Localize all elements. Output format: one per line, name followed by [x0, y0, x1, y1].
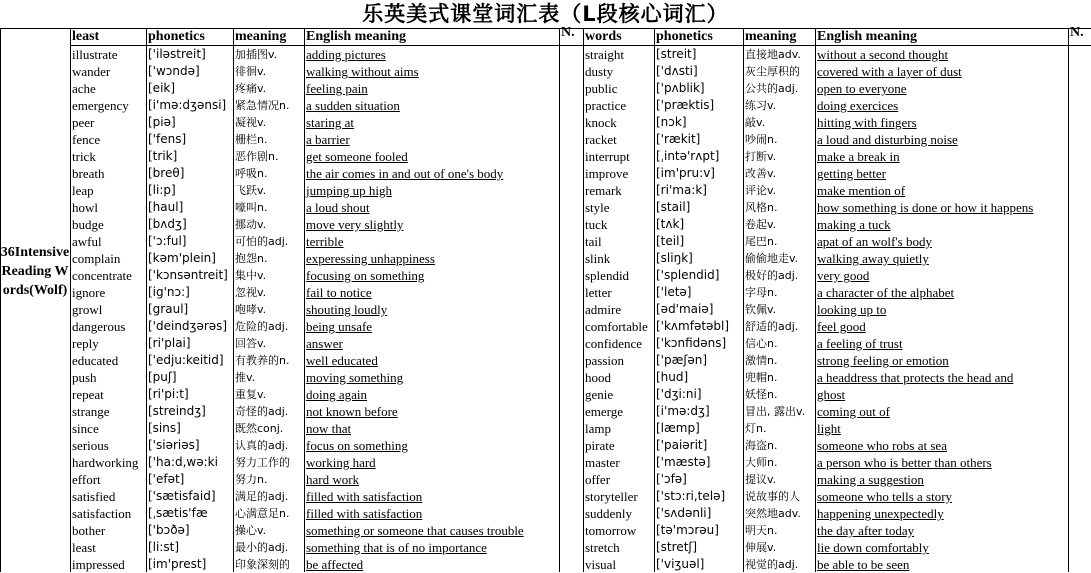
- cell-phonetics: [li:p]: [148, 183, 176, 197]
- cell-english-meaning: filled with satisfaction: [306, 506, 423, 521]
- cell-english-meaning: something or someone that causes trouble: [306, 523, 524, 538]
- cell-phonetics: ['dʌsti]: [656, 64, 698, 78]
- cell-phonetics: ['siəriəs]: [148, 438, 200, 452]
- cell-english-meaning: working hard: [306, 455, 376, 470]
- table-row: [70, 539, 1091, 556]
- cell-english-meaning: staring at: [306, 115, 355, 130]
- cell-word: slink: [585, 251, 611, 266]
- cell-english-meaning: a feeling of trust: [817, 336, 903, 351]
- cell-word: hardworking: [72, 455, 139, 470]
- header-meaning: meaning: [235, 29, 287, 44]
- cell-word: satisfied: [72, 489, 116, 504]
- cell-phonetics: ['wɔndə]: [148, 64, 200, 78]
- cell-english-meaning: without a second thought: [817, 47, 949, 62]
- cell-word: push: [72, 370, 97, 385]
- cell-word: splendid: [585, 268, 630, 283]
- cell-english-meaning: be able to be seen: [817, 557, 910, 572]
- cell-meaning: 重复v.: [235, 388, 267, 401]
- cell-english-meaning: covered with a layer of dust: [817, 64, 962, 79]
- cell-meaning: 有教养的n.: [235, 354, 290, 367]
- table-row: [70, 369, 1091, 386]
- cell-phonetics: [piə]: [148, 115, 176, 129]
- cell-meaning: 咆哮v.: [235, 303, 267, 316]
- cell-word: awful: [72, 234, 102, 249]
- cell-word: straight: [585, 47, 624, 62]
- cell-phonetics: ['kɔnfidəns]: [656, 336, 727, 350]
- cell-english-meaning: focusing on something: [306, 268, 425, 283]
- cell-english-meaning: jumping up high: [306, 183, 392, 198]
- cell-word: genie: [585, 387, 614, 402]
- cell-phonetics: ['ɔfə]: [656, 472, 687, 486]
- cell-meaning: 偷偷地走v.: [745, 252, 799, 265]
- cell-phonetics: [ri'plai]: [148, 336, 191, 350]
- cell-english-meaning: now that: [306, 421, 352, 436]
- cell-meaning: 练习v.: [745, 99, 777, 112]
- cell-phonetics: [læmp]: [656, 421, 700, 435]
- cell-meaning: 直接地adv.: [745, 48, 801, 61]
- cell-phonetics: [sliŋk]: [656, 251, 693, 265]
- cell-meaning: 伸展v.: [745, 541, 777, 554]
- cell-phonetics: ['stɔ:ri,telə]: [656, 489, 726, 503]
- cell-word: tail: [585, 234, 602, 249]
- cell-meaning: 既然conj.: [235, 422, 284, 435]
- table-row: [70, 267, 1091, 284]
- cell-phonetics: [trik]: [148, 149, 178, 163]
- cell-meaning: 兜帽n.: [745, 371, 778, 384]
- cell-word: dusty: [585, 64, 614, 79]
- cell-phonetics: [i'mə:dʒənsi]: [148, 98, 227, 112]
- cell-word: interrupt: [585, 149, 630, 164]
- cell-meaning: 冒出, 露出v.: [745, 405, 806, 418]
- cell-english-meaning: hitting with fingers: [817, 115, 917, 130]
- cell-meaning: 挪动v.: [235, 218, 267, 231]
- cell-phonetics: [nɔk]: [656, 115, 687, 129]
- cell-english-meaning: a loud shout: [306, 200, 370, 215]
- cell-word: visual: [585, 557, 617, 572]
- cell-word: master: [585, 455, 620, 470]
- cell-phonetics: [graul]: [148, 302, 189, 316]
- cell-phonetics: [bʌdʒ]: [148, 217, 187, 231]
- cell-phonetics: [teil]: [656, 234, 685, 248]
- cell-english-meaning: apat of an wolf's body: [817, 234, 932, 249]
- cell-meaning: 大师n.: [745, 456, 778, 469]
- cell-phonetics: ['mæstə]: [656, 455, 711, 469]
- cell-word: stretch: [585, 540, 620, 555]
- cell-english-meaning: coming out of: [817, 404, 890, 419]
- cell-meaning: 海盗n.: [745, 439, 778, 452]
- cell-word: public: [585, 81, 618, 96]
- table-row: [70, 335, 1091, 352]
- table-row: [70, 556, 1091, 573]
- cell-meaning: 视觉的adj.: [745, 558, 799, 571]
- page-title: 乐英美式课堂词汇表（L段核心词汇）: [362, 2, 729, 26]
- cell-english-meaning: doing exercices: [817, 98, 899, 113]
- cell-meaning: 满足的adj.: [235, 490, 289, 503]
- cell-meaning: 卷起v.: [745, 218, 777, 231]
- cell-phonetics: ['ha:d,wə:ki: [148, 455, 218, 469]
- cell-word: letter: [585, 285, 612, 300]
- cell-meaning: 尾巴n.: [745, 235, 778, 248]
- cell-word: style: [585, 200, 610, 215]
- table-row: [70, 284, 1091, 301]
- cell-word: pirate: [585, 438, 615, 453]
- cell-meaning: 忽视v.: [235, 286, 267, 299]
- cell-english-meaning: get someone fooled: [306, 149, 408, 164]
- cell-word: reply: [72, 336, 99, 351]
- cell-word: serious: [72, 438, 109, 453]
- cell-english-meaning: how something is done or how it happens: [817, 200, 1034, 215]
- cell-meaning: 栅栏n.: [235, 133, 268, 146]
- cell-phonetics: [eik]: [148, 81, 176, 95]
- cell-meaning: 敲v.: [745, 116, 766, 129]
- cell-phonetics: [kəm'plein]: [148, 251, 216, 265]
- table-row: [70, 420, 1091, 437]
- cell-word: tomorrow: [585, 523, 637, 538]
- table-row: [70, 233, 1091, 250]
- cell-word: growl: [72, 302, 103, 317]
- cell-meaning: 明天n.: [745, 524, 778, 537]
- cell-meaning: 突然地adv.: [745, 507, 801, 520]
- cell-phonetics: ['rækit]: [656, 132, 701, 146]
- cell-english-meaning: ghost: [817, 387, 846, 402]
- cell-word: knock: [585, 115, 617, 130]
- cell-phonetics: ['præktis]: [656, 98, 715, 112]
- cell-english-meaning: doing again: [306, 387, 368, 402]
- table-row: [70, 182, 1091, 199]
- cell-word: since: [72, 421, 99, 436]
- cell-english-meaning: a person who is better than others: [817, 455, 992, 470]
- cell-phonetics: [i'mə:dʒ]: [656, 404, 710, 418]
- cell-meaning: 说故事的人: [745, 490, 800, 503]
- cell-english-meaning: fail to notice: [306, 285, 372, 300]
- cell-word: admire: [585, 302, 622, 317]
- table-row: [70, 131, 1091, 148]
- cell-word: suddenly: [585, 506, 632, 521]
- cell-meaning: 呼吸n.: [235, 167, 268, 180]
- cell-phonetics: ['splendid]: [656, 268, 720, 282]
- cell-phonetics: [stail]: [656, 200, 691, 214]
- cell-phonetics: ['deindʒərəs]: [148, 319, 228, 333]
- cell-english-meaning: the air comes in and out of one's body: [306, 166, 504, 181]
- cell-english-meaning: hard work: [306, 472, 360, 487]
- cell-word: impressed: [72, 557, 125, 572]
- cell-phonetics: [ˌintə'rʌpt]: [656, 149, 720, 163]
- cell-english-meaning: someone who tells a story: [817, 489, 953, 504]
- cell-english-meaning: light: [817, 421, 841, 436]
- cell-meaning: 舒适的adj.: [745, 320, 799, 333]
- cell-phonetics: [puʃ]: [148, 370, 177, 384]
- cell-word: improve: [585, 166, 629, 181]
- cell-phonetics: ['pæʃən]: [656, 353, 708, 367]
- table-row: [70, 505, 1091, 522]
- cell-word: illustrate: [72, 47, 118, 62]
- cell-phonetics: [sins]: [148, 421, 181, 435]
- cell-phonetics: [im'pru:v]: [656, 166, 715, 180]
- cell-phonetics: ['efət]: [148, 472, 185, 486]
- cell-word: effort: [72, 472, 101, 487]
- cell-english-meaning: a loud and disturbing noise: [817, 132, 958, 147]
- cell-english-meaning: terrible: [306, 234, 344, 249]
- cell-phonetics: [ig'nɔ:]: [148, 285, 190, 299]
- cell-word: strange: [72, 404, 110, 419]
- cell-word: ignore: [72, 285, 106, 300]
- cell-word: racket: [585, 132, 617, 147]
- cell-word: breath: [72, 166, 105, 181]
- cell-english-meaning: looking up to: [817, 302, 887, 317]
- cell-english-meaning: feel good: [817, 319, 866, 334]
- cell-meaning: 印象深刻的: [235, 558, 290, 571]
- cell-meaning: 钦佩v.: [745, 303, 777, 316]
- cell-meaning: 集中v.: [235, 269, 267, 282]
- cell-phonetics: ['sætisfaid]: [148, 489, 216, 503]
- header-phonetics: phonetics: [148, 29, 205, 44]
- cell-meaning: 推v.: [235, 371, 256, 384]
- cell-meaning: 心满意足n.: [235, 507, 290, 520]
- cell-word: repeat: [72, 387, 104, 402]
- table-row: [70, 471, 1091, 488]
- table-row: [70, 199, 1091, 216]
- cell-english-meaning: feeling pain: [306, 81, 368, 96]
- cell-english-meaning: happening unexpectedly: [817, 506, 944, 521]
- table-row: [70, 301, 1091, 318]
- cell-word: confidence: [585, 336, 643, 351]
- table-row: [70, 454, 1091, 471]
- cell-meaning: 公共的adj.: [745, 82, 799, 95]
- cell-english-meaning: strong feeling or emotion: [817, 353, 949, 368]
- cell-english-meaning: walking away quietly: [817, 251, 929, 266]
- cell-phonetics: ['bɔðə]: [148, 523, 190, 537]
- cell-english-meaning: focus on something: [306, 438, 408, 453]
- cell-phonetics: ['kɔnsəntreit]: [148, 268, 228, 282]
- table-header: [70, 28, 1091, 45]
- cell-meaning: 努力工作的: [235, 456, 290, 469]
- cell-word: passion: [585, 353, 624, 368]
- cell-meaning: 飞跃v.: [235, 184, 267, 197]
- cell-meaning: 提议v.: [745, 473, 777, 486]
- cell-english-meaning: a character of the alphabet: [817, 285, 955, 300]
- cell-meaning: 操心v.: [235, 524, 267, 537]
- cell-english-meaning: not known before: [306, 404, 398, 419]
- cell-word: bother: [72, 523, 106, 538]
- cell-english-meaning: well educated: [306, 353, 378, 368]
- cell-meaning: 灰尘厚积的: [745, 65, 800, 78]
- cell-english-meaning: adding pictures: [306, 47, 386, 62]
- cell-meaning: 紧急情况n.: [235, 99, 290, 112]
- table-row: [70, 216, 1091, 233]
- cell-word: educated: [72, 353, 119, 368]
- cell-phonetics: ['sʌdənli]: [656, 506, 712, 520]
- cell-phonetics: ['kʌmfətəbl]: [656, 319, 730, 333]
- cell-phonetics: ['fens]: [148, 132, 187, 146]
- header-number: N.: [1070, 27, 1084, 40]
- cell-meaning: 回答v.: [235, 337, 267, 350]
- cell-english-meaning: something that is of no importance: [306, 540, 487, 555]
- table-row: [70, 63, 1091, 80]
- table-row: [70, 437, 1091, 454]
- cell-meaning: 吵闹n.: [745, 133, 778, 146]
- cell-word: leap: [72, 183, 94, 198]
- cell-english-meaning: be affected: [306, 557, 364, 572]
- header-word: words: [585, 29, 622, 44]
- cell-english-meaning: lie down comfortably: [817, 540, 929, 555]
- header-meaning: meaning: [745, 29, 797, 44]
- cell-phonetics: [haul]: [148, 200, 184, 214]
- table-row: [70, 522, 1091, 539]
- cell-english-meaning: answer: [306, 336, 343, 351]
- cell-meaning: 疼痛v.: [235, 82, 267, 95]
- grid-line: [0, 28, 1, 572]
- cell-phonetics: [streindʒ]: [148, 404, 206, 418]
- table-row: [70, 488, 1091, 505]
- header-number: N.: [561, 27, 575, 40]
- cell-word: offer: [585, 472, 611, 487]
- cell-meaning: 最小的adj.: [235, 541, 289, 554]
- cell-meaning: 妖怪n.: [745, 388, 778, 401]
- cell-word: lamp: [585, 421, 611, 436]
- cell-meaning: 改善v.: [745, 167, 777, 180]
- cell-word: ache: [72, 81, 96, 96]
- cell-word: trick: [72, 149, 96, 164]
- cell-meaning: 认真的adj.: [235, 439, 289, 452]
- cell-english-meaning: moving something: [306, 370, 404, 385]
- cell-phonetics: ['pʌblik]: [656, 81, 705, 95]
- table-row: [70, 318, 1091, 335]
- cell-meaning: 奇怪的adj.: [235, 405, 289, 418]
- cell-meaning: 加插图v.: [235, 48, 278, 61]
- cell-word: tuck: [585, 217, 608, 232]
- cell-english-meaning: shouting loudly: [306, 302, 388, 317]
- cell-english-meaning: make a break in: [817, 149, 900, 164]
- table-row: [70, 46, 1091, 63]
- cell-meaning: 打断v.: [745, 150, 777, 163]
- cell-word: fence: [72, 132, 101, 147]
- cell-phonetics: ['paiərit]: [656, 438, 708, 452]
- cell-word: concentrate: [72, 268, 132, 283]
- cell-word: dangerous: [72, 319, 126, 334]
- cell-meaning: 评论v.: [745, 184, 777, 197]
- cell-word: satisfaction: [72, 506, 132, 521]
- table-row: [70, 148, 1091, 165]
- cell-phonetics: [ri'pi:t]: [148, 387, 189, 401]
- cell-english-meaning: open to everyone: [817, 81, 907, 96]
- cell-phonetics: [ri'ma:k]: [656, 183, 707, 197]
- cell-english-meaning: experessing unhappiness: [306, 251, 435, 266]
- header-phonetics: phonetics: [656, 29, 713, 44]
- cell-english-meaning: the day after today: [817, 523, 915, 538]
- cell-phonetics: [breθ]: [148, 166, 185, 180]
- cell-english-meaning: making a tuck: [817, 217, 891, 232]
- cell-word: emerge: [585, 404, 624, 419]
- cell-english-meaning: a sudden situation: [306, 98, 400, 113]
- cell-meaning: 激情n.: [745, 354, 778, 367]
- cell-phonetics: ['dʒi:ni]: [656, 387, 702, 401]
- cell-phonetics: [əd'maiə]: [656, 302, 714, 316]
- cell-word: howl: [72, 200, 98, 215]
- cell-phonetics: [tʌk]: [656, 217, 685, 231]
- cell-english-meaning: walking without aims: [306, 64, 419, 79]
- cell-phonetics: [hud]: [656, 370, 689, 384]
- table-row: [70, 165, 1091, 182]
- header-english-meaning: English meaning: [306, 29, 406, 44]
- cell-word: emergency: [72, 98, 129, 113]
- cell-english-meaning: being unsafe: [306, 319, 373, 334]
- table-row: [70, 386, 1091, 403]
- cell-english-meaning: a headdress that protects the head and: [817, 370, 1014, 385]
- cell-phonetics: [stretʃ]: [656, 540, 698, 554]
- cell-meaning: 努力n.: [235, 473, 268, 486]
- cell-phonetics: [streit]: [656, 47, 697, 61]
- table-row: [70, 80, 1091, 97]
- cell-word: hood: [585, 370, 611, 385]
- cell-word: peer: [72, 115, 95, 130]
- cell-word: wander: [72, 64, 111, 79]
- cell-word: remark: [585, 183, 622, 198]
- cell-english-meaning: making a suggestion: [817, 472, 924, 487]
- cell-phonetics: ['viʒuəl]: [656, 557, 705, 571]
- cell-word: complain: [72, 251, 121, 266]
- cell-meaning: 可怕的adj.: [235, 235, 289, 248]
- header-word: least: [72, 29, 100, 44]
- cell-english-meaning: move very slightly: [306, 217, 404, 232]
- cell-meaning: 嚎叫n.: [235, 201, 268, 214]
- cell-meaning: 徘徊v.: [235, 65, 267, 78]
- table-row: [70, 352, 1091, 369]
- cell-english-meaning: getting better: [817, 166, 886, 181]
- section-label: 36Intensive Reading Words(Wolf): [0, 245, 70, 298]
- cell-meaning: 凝视v.: [235, 116, 267, 129]
- cell-phonetics: ['iləstreit]: [148, 47, 206, 61]
- cell-meaning: 危险的adj.: [235, 320, 289, 333]
- cell-meaning: 字母n.: [745, 286, 778, 299]
- table-row: [70, 403, 1091, 420]
- cell-meaning: 灯n.: [745, 422, 767, 435]
- cell-english-meaning: someone who robs at sea: [817, 438, 947, 453]
- cell-phonetics: [li:st]: [148, 540, 180, 554]
- cell-phonetics: [im'prest]: [148, 557, 207, 571]
- header-english-meaning: English meaning: [817, 29, 917, 44]
- cell-word: storyteller: [585, 489, 638, 504]
- cell-english-meaning: very good: [817, 268, 870, 283]
- cell-phonetics: ['edju:keitid]: [148, 353, 224, 367]
- cell-meaning: 恶作剧n.: [235, 150, 279, 163]
- cell-phonetics: ['ɔ:ful]: [148, 234, 187, 248]
- cell-meaning: 抱怨n.: [235, 252, 268, 265]
- cell-english-meaning: filled with satisfaction: [306, 489, 423, 504]
- cell-word: least: [72, 540, 96, 555]
- table-row: [70, 97, 1091, 114]
- cell-word: practice: [585, 98, 627, 113]
- cell-phonetics: ['letə]: [656, 285, 692, 299]
- table-row: [70, 250, 1091, 267]
- cell-phonetics: [tə'mɔrəu]: [656, 523, 719, 537]
- cell-english-meaning: a barrier: [306, 132, 350, 147]
- cell-phonetics: [ˌsætis'fæ: [148, 506, 208, 520]
- cell-meaning: 极好的adj.: [745, 269, 799, 282]
- table-row: [70, 114, 1091, 131]
- cell-meaning: 信心n.: [745, 337, 778, 350]
- cell-word: budge: [72, 217, 104, 232]
- cell-word: comfortable: [585, 319, 648, 334]
- cell-english-meaning: make mention of: [817, 183, 906, 198]
- cell-meaning: 风格n.: [745, 201, 778, 214]
